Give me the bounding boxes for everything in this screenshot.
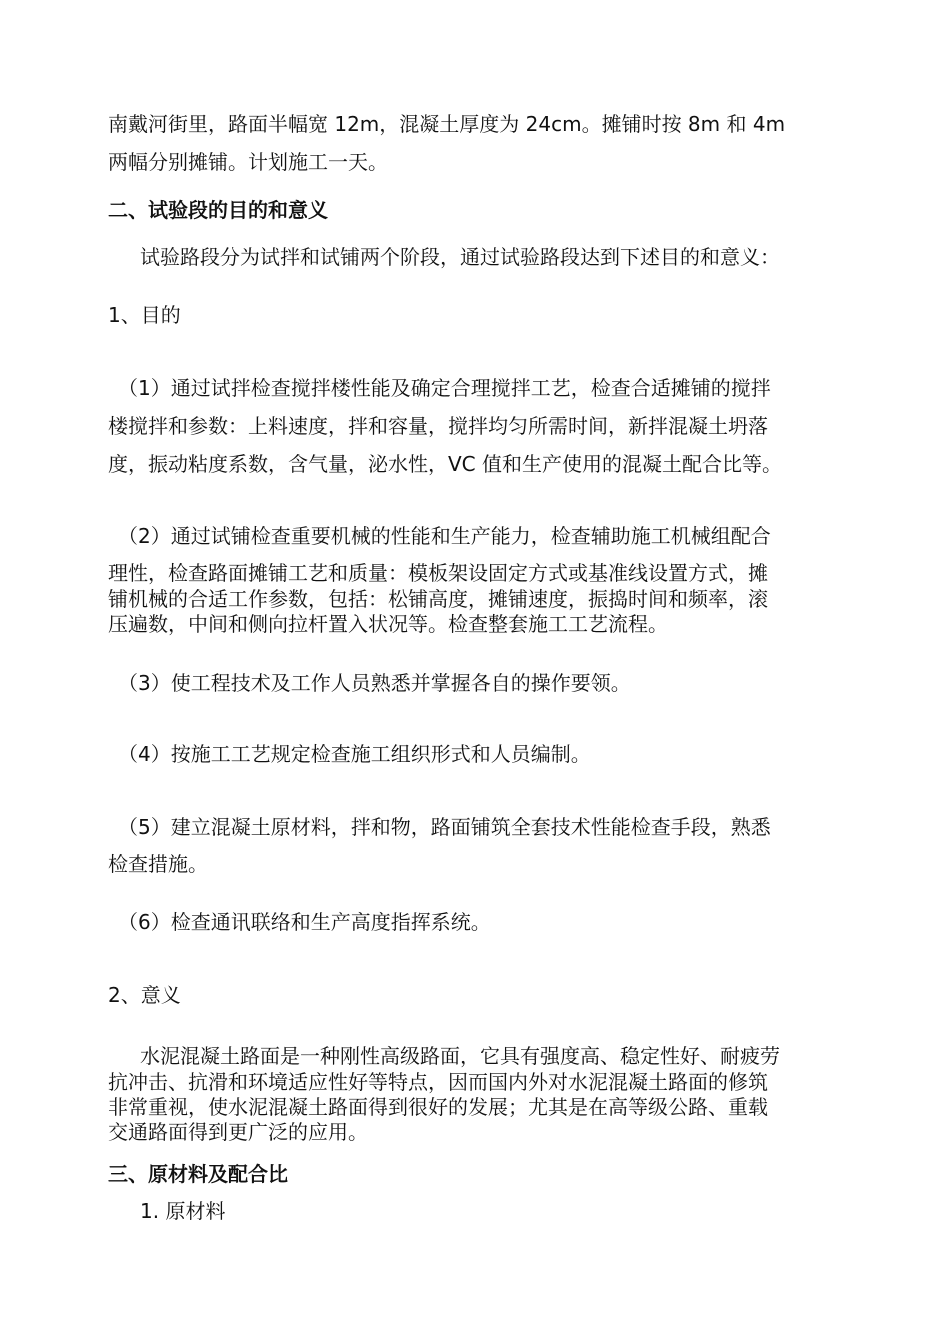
significance-line-4: 交通路面得到更广泛的应用。 xyxy=(108,1120,368,1144)
significance-line-2: 抗冲击、抗滑和环境适应性好等特点，因而国内外对水泥混凝土路面的修筑 xyxy=(108,1070,768,1094)
subsection-raw-materials: 1. 原材料 xyxy=(140,1199,226,1223)
significance-line-3: 非常重视，使水泥混凝土路面得到很好的发展；尤其是在高等级公路、重载 xyxy=(108,1095,768,1119)
item1-line-3: 度，振动粘度系数，含气量，泌水性，VC 值和生产使用的混凝土配合比等。 xyxy=(108,452,783,476)
item2-line-3: 铺机械的合适工作参数，包括：松铺高度，摊铺速度，振捣时间和频率，滚 xyxy=(108,587,768,611)
significance-line-1: 水泥混凝土路面是一种刚性高级路面，它具有强度高、稳定性好、耐疲劳 xyxy=(140,1044,780,1068)
item4: （4）按施工工艺规定检查施工组织形式和人员编制。 xyxy=(118,742,591,766)
item2-line-4: 压遍数，中间和侧向拉杆置入状况等。检查整套施工工艺流程。 xyxy=(108,612,668,636)
section-heading-3: 三、原材料及配合比 xyxy=(108,1162,288,1186)
section2-intro: 试验路段分为试拌和试铺两个阶段，通过试验路段达到下述目的和意义： xyxy=(140,245,780,269)
intro-line-1: 南戴河街里，路面半幅宽 12m，混凝土厚度为 24cm。摊铺时按 8m 和 4m xyxy=(108,112,786,136)
item2-line-1: （2）通过试铺检查重要机械的性能和生产能力，检查辅助施工机械组配合 xyxy=(118,524,771,548)
item5-line-2: 检查措施。 xyxy=(108,852,208,876)
item6: （6）检查通讯联络和生产高度指挥系统。 xyxy=(118,910,491,934)
item2-line-2: 理性，检查路面摊铺工艺和质量：模板架设固定方式或基准线设置方式，摊 xyxy=(108,561,768,585)
item5-line-1: （5）建立混凝土原材料，拌和物，路面铺筑全套技术性能检查手段，熟悉 xyxy=(118,815,771,839)
section-heading-2: 二、试验段的目的和意义 xyxy=(108,198,328,222)
intro-line-2: 两幅分别摊铺。计划施工一天。 xyxy=(108,150,388,174)
item1-line-1: （1）通过试拌检查搅拌楼性能及确定合理搅拌工艺，检查合适摊铺的搅拌 xyxy=(118,376,771,400)
item1-line-2: 楼搅拌和参数：上料速度，拌和容量，搅拌均匀所需时间，新拌混凝土坍落 xyxy=(108,414,768,438)
significance-heading: 2、意义 xyxy=(108,983,181,1007)
item3: （3）使工程技术及工作人员熟悉并掌握各自的操作要领。 xyxy=(118,671,631,695)
purpose-heading: 1、目的 xyxy=(108,303,181,327)
